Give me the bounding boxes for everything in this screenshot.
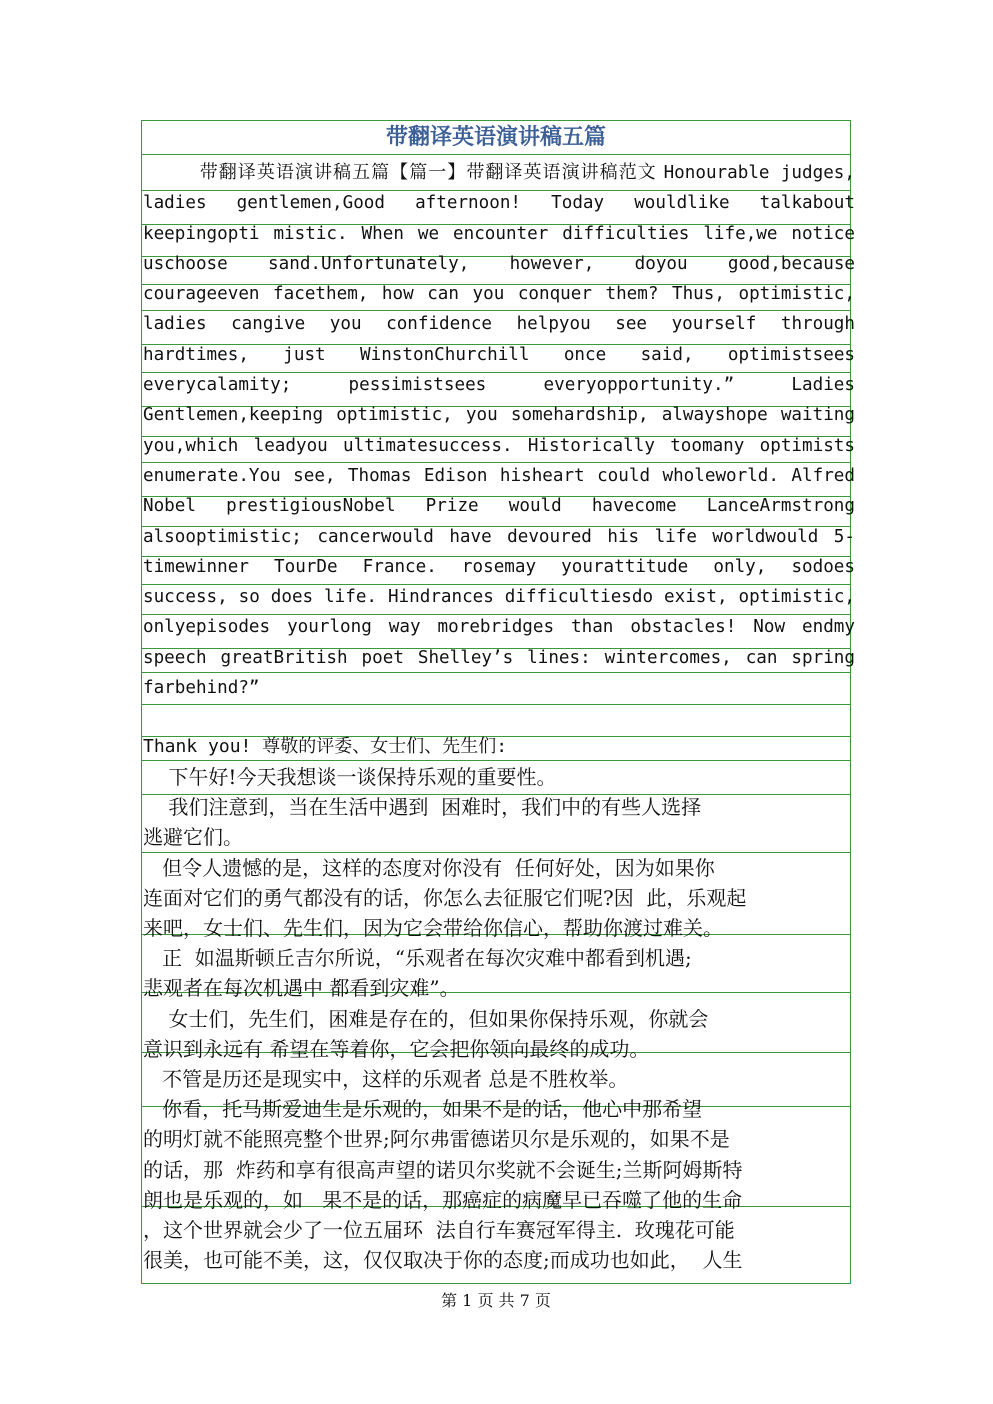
chinese-text-line: 你看，托马斯爱迪生是乐观的，如果不是的话，他心中那希望: [143, 1097, 703, 1121]
speech-heading-inline: 带翻译英语演讲稿五篇【篇一】带翻译英语演讲稿范文: [199, 162, 664, 183]
english-speech-paragraph: [143, 158, 855, 703]
chinese-text-line: 很美，也可能不美，这，仅仅取决于你的态度;而成功也如此， 人生: [143, 1248, 743, 1272]
chinese-text-line: 来吧，女士们、先生们，因为它会带给你信心，帮助你渡过难关。: [143, 916, 723, 940]
chinese-text-line: 但令人遗憾的是，这样的态度对你没有 任何好处，因为如果你: [143, 856, 715, 880]
page-number-footer: 第 1 页 共 7 页: [441, 1291, 551, 1310]
ruled-line: [141, 852, 851, 853]
chinese-text-line: 逃避它们。: [143, 825, 243, 849]
chinese-text-line: ，这个世界就会少了一位五届环 法自行车赛冠军得主. 玫瑰花可能: [143, 1218, 735, 1242]
chinese-text-line: 正 如温斯顿丘吉尔所说，“乐观者在每次灾难中都看到机遇;: [143, 946, 692, 970]
chinese-text-line: 下午好!今天我想谈一谈保持乐观的重要性。: [143, 765, 557, 789]
greeting-line: Thank you! 尊敬的评委、女士们、先生们:: [143, 736, 508, 757]
chinese-text-line: 意识到永远有 希望在等着你，它会把你领向最终的成功。: [143, 1037, 650, 1061]
chinese-text-line: 我们注意到，当在生活中遇到 困难时，我们中的有些人选择: [143, 795, 702, 819]
chinese-text-line: 不管是历还是现实中，这样的乐观者 总是不胜枚举。: [143, 1067, 629, 1091]
ruled-line: [141, 154, 851, 155]
document-title: 带翻译英语演讲稿五篇: [385, 124, 606, 150]
chinese-text-line: 的明灯就不能照亮整个世界;阿尔弗雷德诺贝尔是乐观的，如果不是: [143, 1127, 730, 1151]
chinese-text-line: 女士们，先生们，困难是存在的，但如果你保持乐观，你就会: [143, 1007, 709, 1031]
chinese-text-line: 悲观者在每次机遇中 都看到灾难”。: [143, 976, 460, 1000]
chinese-text-line: 连面对它们的勇气都没有的话，你怎么去征服它们呢?因 此，乐观起: [143, 886, 747, 910]
english-speech-text: Honourable judges, ladies gentlemen,Good afternoon! Today wouldlike talkabout keepingopti mistic. When we encounter difficulties life,we notice uschoose sand.Unfortunately, however, doyou good,because courageeven facethem, how can you conquer them? Thus, optimistic, ladies cangive you confidence helpyou see yourself through hardtimes, just WinstonChurchill once said, optimistsees everycalamity; pessimistsees everyopportunity.” Ladies Gentlemen,keeping optimistic, you somehardship, alwayshope waiting you,which leadyou ultimatesuccess. Historically toomany optimists enumerate.You see, Thomas Edison hisheart could wholeworld. Alfred Nobel prestigiousNobel Prize would havecome LanceArmstrong alsooptimistic; cancerwould have devoured his life worldwould 5-timewinner TourDe France. rosemay yourattitude only, sodoes success, so does life. Hindrances difficultiesdo exist, optimistic, onlyepisodes yourlong way morebridges than obstacles! Now endmy speech greatBritish poet Shelley’s lines: wintercomes, can spring farbehind?”: [143, 163, 855, 699]
ruled-line: [141, 704, 851, 705]
chinese-text-line: 朗也是乐观的，如 果不是的话，那癌症的病魔早已吞噬了他的生命: [143, 1188, 743, 1212]
chinese-text-line: 的话，那 炸药和享有很高声望的诺贝尔奖就不会诞生;兰斯阿姆斯特: [143, 1158, 743, 1182]
